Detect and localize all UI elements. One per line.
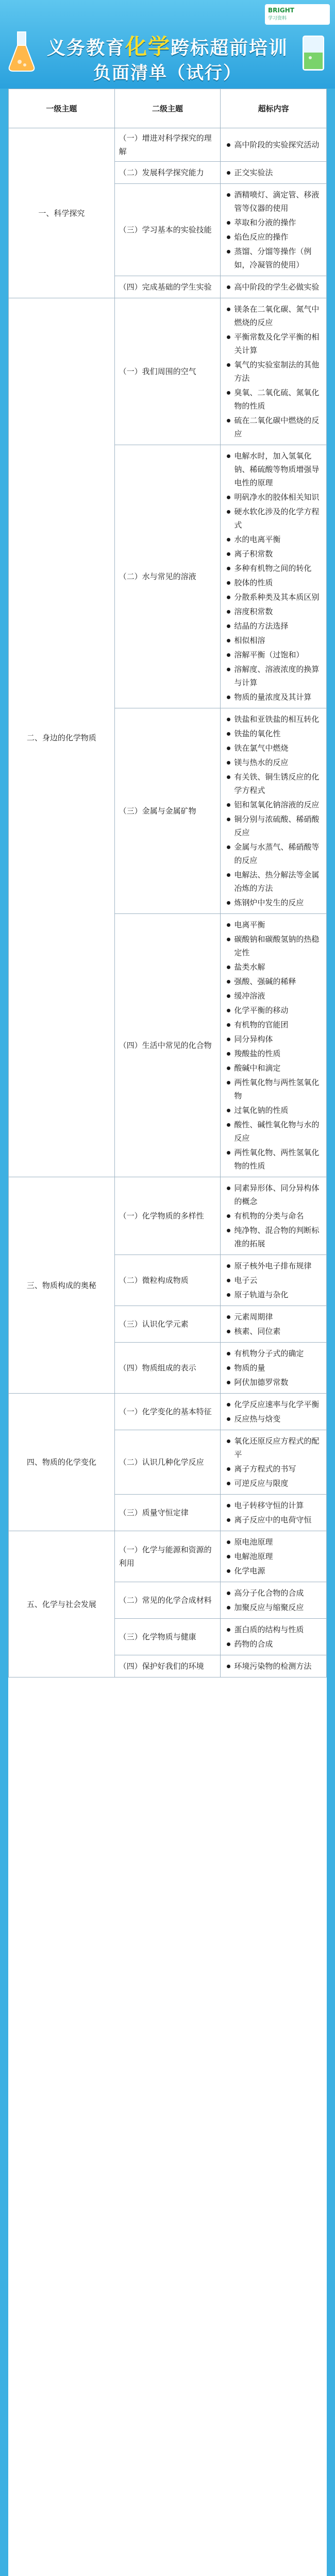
level2-topic: （一）我们周围的空气 [114, 298, 221, 445]
table-row [9, 1531, 327, 1582]
bullet-item: 盐类水解 [225, 960, 322, 974]
table-header-row [9, 89, 327, 128]
bullet-item: 分散系种类及其本质区别 [225, 590, 322, 604]
bullet-item: 加聚反应与缩聚反应 [225, 1601, 322, 1614]
bullet-item: 臭氧、二氧化硫、氮氧化物的性质 [225, 386, 322, 413]
level2-topic: （二）发展科学探究能力 [114, 162, 221, 184]
bullet-item: 同分异构体 [225, 1032, 322, 1046]
bullet-item: 原子核外电子排布规律 [225, 1259, 322, 1273]
bullet-item: 有机物分子式的确定 [225, 1347, 322, 1360]
bullet-item: 过氧化钠的性质 [225, 1104, 322, 1117]
column-header: 一级主题 [9, 89, 115, 128]
bullet-item: 碳酸钠和碳酸氢钠的热稳定性 [225, 933, 322, 959]
bullet-item: 镁与热水的反应 [225, 756, 322, 769]
excess-content-cell [221, 162, 327, 184]
level2-topic: （三）质量守恒定律 [114, 1495, 221, 1531]
page-title [0, 30, 335, 61]
bullet-item: 酸碱中和滴定 [225, 1061, 322, 1075]
excess-content-cell [221, 1343, 327, 1394]
bullet-item: 化学电源 [225, 1564, 322, 1578]
level2-topic: （三）学习基本的实验技能 [114, 184, 221, 276]
excess-content-cell [221, 184, 327, 276]
bullet-item: 焰色反应的操作 [225, 230, 322, 244]
column-header: 二级主题 [114, 89, 221, 128]
table-body [9, 128, 327, 1677]
bullet-item: 铜分别与浓硫酸、稀硝酸反应 [225, 812, 322, 839]
bullet-item: 核素、同位素 [225, 1325, 322, 1338]
bullet-item: 硫在二氧化碳中燃烧的反应 [225, 414, 322, 440]
bullet-item: 氧化还原反应方程式的配平 [225, 1434, 322, 1461]
table-row [9, 298, 327, 445]
excess-content-cell [221, 1619, 327, 1655]
level2-topic: （四）保护好我们的环境 [114, 1655, 221, 1677]
column-header: 超标内容 [221, 89, 327, 128]
bullet-item: 酒精喷灯、滴定管、移液管等仪器的使用 [225, 188, 322, 215]
level2-topic: （四）完成基础的学生实验 [114, 276, 221, 298]
bullet-item: 炼钢炉中发生的反应 [225, 896, 322, 909]
bullet-item: 原子轨道与杂化 [225, 1288, 322, 1301]
title-suffix: 跨标超前培训 [171, 38, 289, 59]
bullet-item: 强酸、强碱的稀释 [225, 975, 322, 988]
bullet-item: 物质的量 [225, 1361, 322, 1375]
bullet-item: 铁在氯气中燃烧 [225, 741, 322, 755]
bullet-item: 酸性、碱性氧化物与水的反应 [225, 1118, 322, 1145]
bullet-item: 有机物的分类与命名 [225, 1209, 322, 1223]
bullet-item: 有机物的官能团 [225, 1018, 322, 1031]
excess-content-cell [221, 1306, 327, 1343]
excess-content-cell [221, 1394, 327, 1430]
bullet-item: 溶解度、溶液浓度的换算与计算 [225, 663, 322, 689]
bullet-item: 金属与水蒸气、稀硝酸等的反应 [225, 840, 322, 867]
excess-content-cell [221, 1531, 327, 1582]
bullet-item: 萃取和分液的操作 [225, 216, 322, 229]
level2-topic: （二）水与常见的溶液 [114, 445, 221, 708]
bullet-item: 阿伏加德罗常数 [225, 1376, 322, 1389]
excess-content-cell [221, 1495, 327, 1531]
bullet-item: 相似相溶 [225, 634, 322, 647]
bullet-item: 元素周期律 [225, 1310, 322, 1324]
bullet-item: 平衡常数及化学平衡的相关计算 [225, 330, 322, 357]
bullet-item: 物质的量浓度及其计算 [225, 690, 322, 704]
bullet-item: 药物的合成 [225, 1637, 322, 1651]
page-subtitle: 负面清单（试行） [93, 63, 242, 83]
bullet-item: 化学反应速率与化学平衡 [225, 1398, 322, 1411]
bullet-item: 高中阶段的学生必做实验 [225, 280, 322, 294]
bullet-item: 高分子化合物的合成 [225, 1586, 322, 1600]
bullet-item: 离子积常数 [225, 547, 322, 561]
bullet-item: 电离平衡 [225, 918, 322, 931]
level1-topic: 三、物质构成的奥秘 [9, 1177, 115, 1394]
bullet-item: 环境污染物的检测方法 [225, 1659, 322, 1673]
bullet-item: 结晶的方法选择 [225, 619, 322, 633]
excess-content-cell [221, 1582, 327, 1619]
level2-topic: （一）化学与能源和资源的利用 [114, 1531, 221, 1582]
bullet-item: 溶解平衡（过饱和） [225, 648, 322, 662]
excess-content-cell [221, 1177, 327, 1255]
level2-topic: （二）认识几种化学反应 [114, 1430, 221, 1495]
bullet-item: 蛋白质的结构与性质 [225, 1623, 322, 1636]
excess-content-cell [221, 276, 327, 298]
title-prefix: 义务教育 [46, 38, 125, 59]
bullet-item: 蒸馏、分馏等操作（例如，冷凝管的使用） [225, 245, 322, 272]
level2-topic: （四）生活中常见的化合物 [114, 914, 221, 1177]
bullet-item: 铁盐的氧化性 [225, 727, 322, 740]
bullet-item: 明矾净水的胶体相关知识 [225, 490, 322, 504]
bullet-item: 离子方程式的书写 [225, 1462, 322, 1476]
bullet-item: 可逆反应与限度 [225, 1477, 322, 1490]
bullet-item: 电子云 [225, 1274, 322, 1287]
level1-topic: 五、化学与社会发展 [9, 1531, 115, 1677]
bullet-item: 铝和氢氧化钠溶液的反应 [225, 798, 322, 811]
bullet-item: 电解水时，加入氢氧化钠、稀硫酸等物质增强导电性的原理 [225, 449, 322, 489]
bullet-item: 离子反应中的电荷守恒 [225, 1513, 322, 1527]
level2-topic: （一）增进对科学探究的理解 [114, 128, 221, 162]
bullet-item: 铁盐和亚铁盐的相互转化 [225, 713, 322, 726]
level2-topic: （三）认识化学元素 [114, 1306, 221, 1343]
level1-topic: 一、科学探究 [9, 128, 115, 298]
level2-topic: （三）金属与金属矿物 [114, 708, 221, 914]
excess-content-cell [221, 1430, 327, 1495]
bullet-item: 羧酸盐的性质 [225, 1047, 322, 1060]
excess-content-cell [221, 708, 327, 914]
bullet-item: 氧气的实验室制法的其他方法 [225, 358, 322, 385]
table-row [9, 1177, 327, 1255]
level2-topic: （四）物质组成的表示 [114, 1343, 221, 1394]
bullet-item: 水的电离平衡 [225, 533, 322, 546]
bullet-item: 同素异形体、同分异构体的概念 [225, 1181, 322, 1208]
bullet-item: 缓冲溶液 [225, 989, 322, 1003]
bullet-item: 正交实验法 [225, 166, 322, 179]
bullet-item: 硬水软化涉及的化学方程式 [225, 505, 322, 532]
content-card [8, 89, 327, 2576]
excess-content-cell [221, 445, 327, 708]
bullet-item: 电解法、热分解法等金属冶炼的方法 [225, 868, 322, 895]
bullet-item: 多种有机物之间的转化 [225, 562, 322, 575]
excess-content-cell [221, 1255, 327, 1306]
bullet-item: 电解池原理 [225, 1550, 322, 1563]
brand-sub: 学习资料 [268, 16, 287, 21]
bullet-item: 纯净物、混合物的判断标准的拓展 [225, 1224, 322, 1250]
bullet-item: 有关铁、铜生锈反应的化学方程式 [225, 770, 322, 797]
level2-topic: （二）微粒构成物质 [114, 1255, 221, 1306]
bullet-item: 胶体的性质 [225, 576, 322, 589]
header-banner [0, 0, 335, 89]
level1-topic: 二、身边的化学物质 [9, 298, 115, 1177]
level2-topic: （三）化学物质与健康 [114, 1619, 221, 1655]
table-row [9, 1394, 327, 1430]
bullet-item: 反应热与焓变 [225, 1412, 322, 1426]
excess-content-cell [221, 298, 327, 445]
bullet-item: 高中阶段的实验探究活动 [225, 138, 322, 151]
brand-name: BRIGHT [268, 7, 294, 14]
excess-content-cell [221, 914, 327, 1177]
level2-topic: （一）化学变化的基本特征 [114, 1394, 221, 1430]
level2-topic: （二）常见的化学合成材料 [114, 1582, 221, 1619]
level1-topic: 四、物质的化学变化 [9, 1394, 115, 1531]
bullet-item: 两性氧化物、两性氢氧化物的性质 [225, 1146, 322, 1173]
excess-content-cell [221, 1655, 327, 1677]
table-row [9, 128, 327, 162]
bullet-item: 溶度积常数 [225, 605, 322, 618]
bullet-item: 化学平衡的移动 [225, 1004, 322, 1017]
bullet-item: 电子转移守恒的计算 [225, 1499, 322, 1512]
excess-content-cell [221, 128, 327, 162]
level2-topic: （一）化学物质的多样性 [114, 1177, 221, 1255]
title-accent: 化学 [125, 34, 171, 59]
negative-list-table [8, 89, 327, 1677]
bullet-item: 两性氧化物与两性氢氧化物 [225, 1076, 322, 1103]
bullet-item: 镁条在二氧化碳、氮气中燃烧的反应 [225, 302, 322, 329]
brand-logo [265, 4, 330, 25]
bullet-item: 原电池原理 [225, 1535, 322, 1549]
